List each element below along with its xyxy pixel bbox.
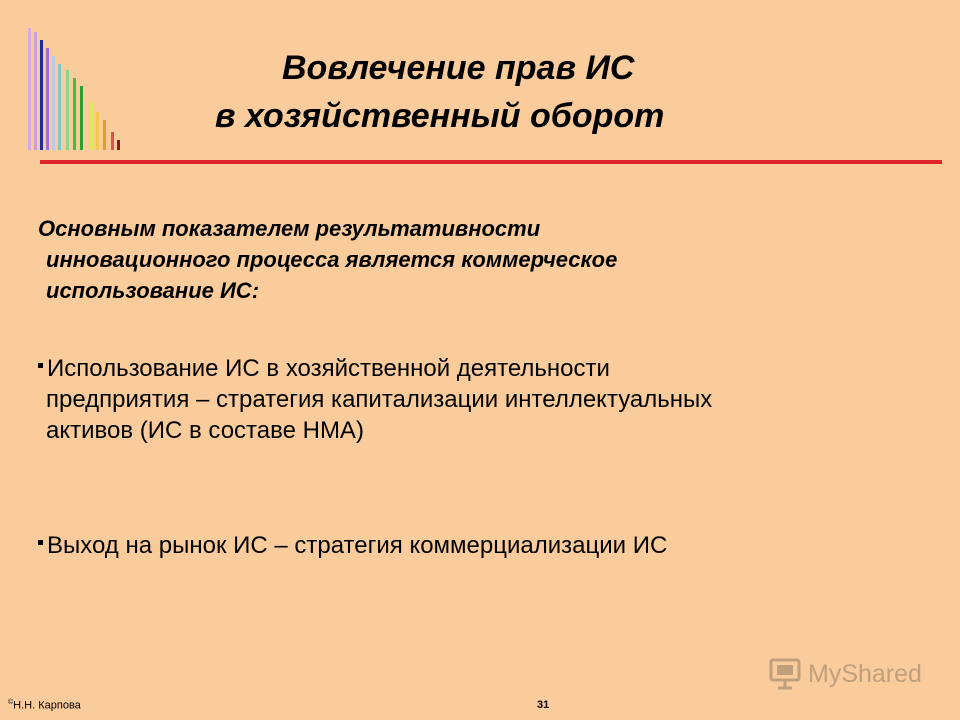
- decor-bar: [96, 112, 99, 150]
- title-line-1: Вовлечение прав ИС: [282, 49, 635, 87]
- copyright-sign: ©: [8, 699, 14, 706]
- decor-bar: [46, 48, 49, 150]
- decor-bar: [28, 28, 31, 150]
- watermark-logo: [768, 656, 922, 692]
- decor-bar: [80, 86, 83, 150]
- title-divider: [40, 160, 942, 164]
- decor-bar: [90, 102, 93, 150]
- decor-bar: [52, 56, 55, 150]
- decor-bar: [34, 32, 37, 150]
- bullet-square-icon: [38, 540, 43, 545]
- bullet-line: Выход на рынок ИС – стратегия коммерциализации ИС: [47, 532, 668, 559]
- bullet-square-icon: [38, 363, 43, 368]
- intro-line: Основным показателем результативности: [38, 216, 541, 241]
- bullet-item: [38, 353, 918, 446]
- presentation-board-icon: [768, 657, 802, 691]
- intro-line: инновационного процесса является коммерческое: [46, 247, 618, 272]
- author-name: Н.Н. Карпова: [13, 699, 81, 712]
- decor-bar: [103, 120, 106, 150]
- bullet-line: предприятия – стратегия капитализации интеллектуальных: [46, 386, 713, 413]
- decor-bar: [40, 40, 43, 150]
- footer-author: [8, 699, 81, 712]
- decor-bar: [58, 64, 61, 150]
- bullet-line: активов (ИС в составе НМА): [46, 417, 364, 444]
- decor-bar: [111, 132, 114, 150]
- bullet-item: [38, 530, 918, 561]
- intro-line: использование ИС:: [46, 278, 260, 303]
- decorative-color-bars: [28, 25, 158, 150]
- intro-paragraph: [38, 213, 898, 306]
- title-line-2: в хозяйственный оборот: [215, 97, 665, 135]
- watermark-text: MyShared: [808, 659, 922, 688]
- page-number: 31: [537, 699, 550, 711]
- decor-bar: [66, 70, 69, 150]
- decor-bar: [117, 140, 120, 150]
- decor-bar: [73, 78, 76, 150]
- bullet-line: Использование ИС в хозяйственной деятельности: [47, 355, 610, 382]
